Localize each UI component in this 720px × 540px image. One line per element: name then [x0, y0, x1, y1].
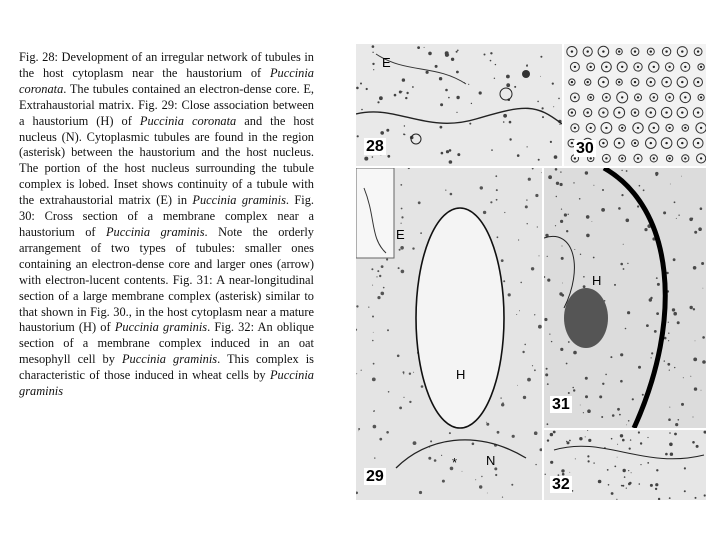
figure-number-30: 30: [576, 140, 594, 157]
micrograph-plate: [356, 44, 706, 500]
fig-31-texture: [544, 168, 706, 428]
species-name: Puccinia graminis: [19, 368, 314, 399]
caption-segment: . Note the orderly arrangement of two types of tubules: smaller ones containing an electron-dense core and larger ones (arrow) with electron-lucent contents. Fig. 31: A near-longitudinal section of a large membrane complex (asterisk) similar to that shown in Fig. 30., in the host cytoplasm near a mature haustorium (H) of: [19, 224, 314, 335]
species-name: Puccinia graminis: [105, 224, 205, 239]
caption-segment: . Fig. 32: An oblique section of a membrane complex induced in an oat mesophyll cell by: [19, 320, 314, 367]
fig-29-texture: [356, 168, 542, 500]
marker-asterisk: *: [452, 455, 458, 470]
figure-number-28: 28: [366, 138, 384, 155]
marker-e: E: [396, 227, 405, 242]
micrograph-fig-30: [564, 44, 706, 166]
caption-segment: and the host nucleus (N). Cytoplasmic tubules are found in the region (asterisk) between the haustorium and the host nucleus. The portion of the host nucleus surrounding the tubule complex is lobed. Inset shows continuity of a tubule with the extrahaustorial matrix (E) in: [19, 113, 314, 208]
micrograph-fig-31: [544, 168, 706, 428]
marker-n: N: [486, 453, 496, 468]
figure-number-31: 31: [552, 396, 570, 413]
micrograph-fig-28: [356, 44, 562, 166]
species-name: Puccinia coronata: [19, 65, 314, 96]
marker-e: E: [382, 55, 391, 70]
marker-h: H: [456, 367, 466, 382]
species-name: Puccinia coronata: [139, 113, 237, 128]
caption-segment: Fig. 28: Development of an irregular network of tubules in the host cytoplasm near the haustorium of: [19, 50, 314, 80]
figure-number-29: 29: [366, 468, 384, 485]
figure-caption: [19, 50, 314, 400]
species-name: Puccinia graminis: [192, 193, 286, 208]
species-name: Puccinia graminis: [114, 320, 208, 335]
marker-h: H: [592, 273, 602, 288]
micrograph-fig-32: [544, 430, 706, 500]
marker-asterisk: *: [656, 237, 662, 252]
caption-segment: . Fig. 30: Cross section of a membrane complex near a haustorium of: [19, 193, 315, 239]
caption-segment: . The tubules contained an electron-dense core. E, Extrahaustorial matrix. Fig. 29: Close association between a haustorium (H) of: [19, 81, 314, 128]
figure-number-32: 32: [552, 476, 570, 493]
species-name: Puccinia graminis: [121, 352, 218, 367]
micrograph-fig-29: [356, 168, 542, 500]
caption-segment: . This complex is characteristic of those induced in wheat cells by: [19, 352, 314, 383]
